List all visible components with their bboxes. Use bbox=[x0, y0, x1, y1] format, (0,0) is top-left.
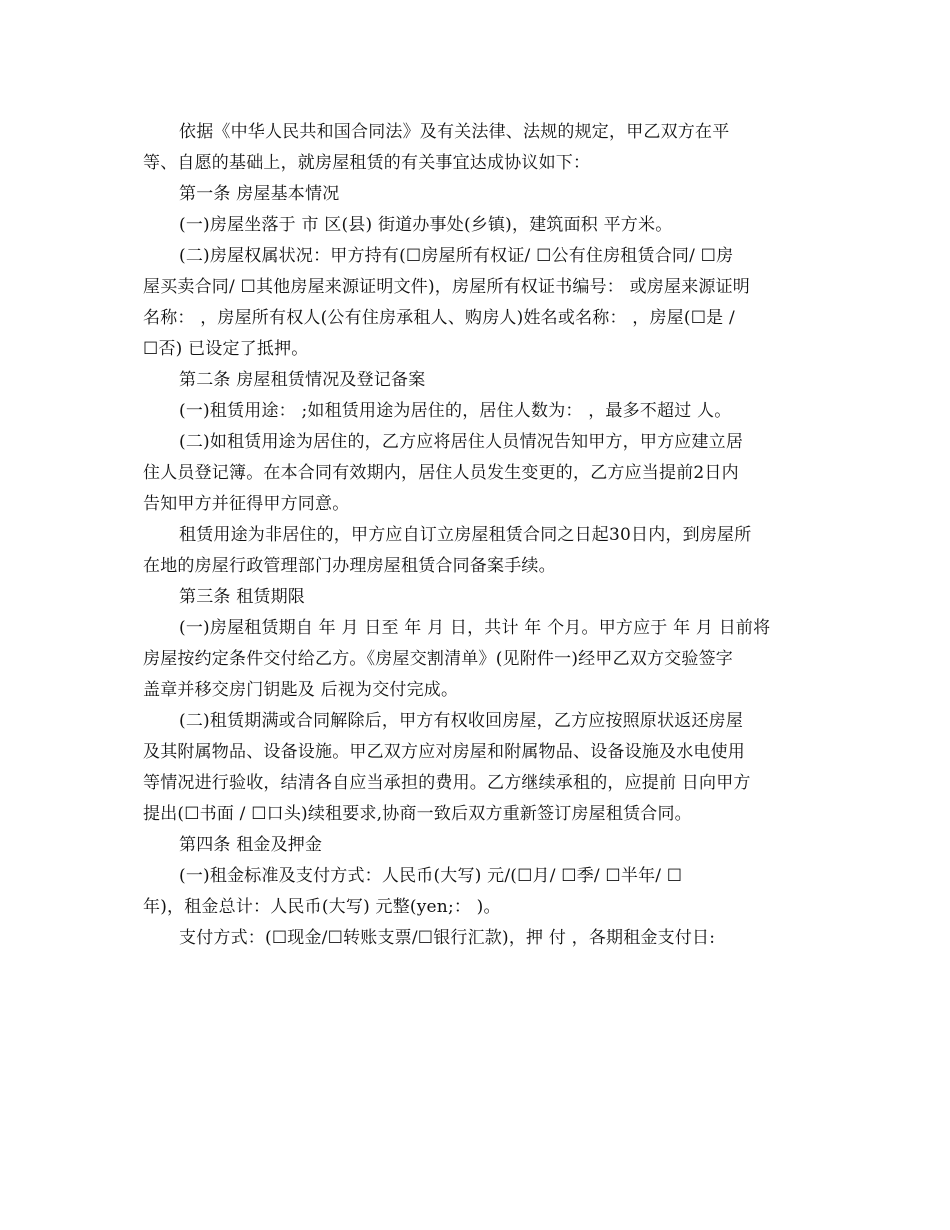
document-body bbox=[143, 117, 815, 954]
paragraph-line: (二)如租赁用途为居住的，乙方应将居住人员情况告知甲方，甲方应建立居 bbox=[179, 432, 744, 452]
paragraph-line: 提出(☐书面 / ☐口头)续租要求,协商一致后双方重新签订房屋租赁合同。 bbox=[143, 804, 692, 824]
paragraph-line: 房屋按约定条件交付给乙方。《房屋交割清单》(见附件一)经甲乙双方交验签字 bbox=[143, 649, 733, 669]
paragraph-line: (一)房屋租赁期自 年 月 日至 年 月 日，共计 年 个月。甲方应于 年 月 日前将 bbox=[179, 618, 771, 638]
paragraph-line: 及其附属物品、设备设施。甲乙双方应对房屋和附属物品、设备设施及水电使用 bbox=[143, 742, 745, 762]
article-heading: 第一条 房屋基本情况 bbox=[179, 184, 340, 204]
paragraph-line: 名称： ，房屋所有权人(公有住房承租人、购房人)姓名或名称： ，房屋(☐是 / bbox=[143, 308, 735, 328]
paragraph-line: (二)房屋权属状况：甲方持有(☐房屋所有权证/ ☐公有住房租赁合同/ ☐房 bbox=[179, 246, 734, 266]
paragraph-line: 年)，租金总计：人民币(大写) 元整(yen;： )。 bbox=[143, 897, 501, 917]
paragraph-line: ☐否) 已设定了抵押。 bbox=[143, 339, 309, 359]
paragraph-line: (一)房屋坐落于 市 区(县) 街道办事处(乡镇)，建筑面积 平方米。 bbox=[179, 215, 673, 235]
paragraph-line: 住人员登记簿。在本合同有效期内，居住人员发生变更的，乙方应当提前2日内 bbox=[143, 463, 739, 483]
paragraph-line: 等情况进行验收，结清各自应当承担的费用。乙方继续承租的，应提前 日向甲方 bbox=[143, 773, 751, 793]
paragraph-line: 盖章并移交房门钥匙及 后视为交付完成。 bbox=[143, 680, 459, 700]
article-heading: 第二条 房屋租赁情况及登记备案 bbox=[179, 370, 426, 390]
paragraph-line: (一)租赁用途： ;如租赁用途为居住的，居住人数为： ，最多不超过 人。 bbox=[179, 401, 732, 421]
paragraph-line: 支付方式：(☐现金/☐转账支票/☐银行汇款)，押 付 ，各期租金支付日: bbox=[179, 928, 716, 948]
paragraph-line: 告知甲方并征得甲方同意。 bbox=[143, 494, 350, 514]
paragraph-line: 等、自愿的基础上，就房屋租赁的有关事宜达成协议如下： bbox=[143, 153, 591, 173]
paragraph-line: 在地的房屋行政管理部门办理房屋租赁合同备案手续。 bbox=[143, 556, 556, 576]
paragraph-line: 屋买卖合同/ ☐其他房屋来源证明文件)，房屋所有权证书编号： 或房屋来源证明 bbox=[143, 277, 751, 297]
paragraph-line: 租赁用途为非居住的，甲方应自订立房屋租赁合同之日起30日内，到房屋所 bbox=[179, 525, 752, 545]
article-heading: 第三条 租赁期限 bbox=[179, 587, 306, 607]
paragraph-line: (一)租金标准及支付方式：人民币(大写) 元/(☐月/ ☐季/ ☐半年/ ☐ bbox=[179, 866, 683, 886]
paragraph-line: (二)租赁期满或合同解除后，甲方有权收回房屋，乙方应按照原状返还房屋 bbox=[179, 711, 744, 731]
article-heading: 第四条 租金及押金 bbox=[179, 835, 323, 855]
paragraph-line: 依据《中华人民共和国合同法》及有关法律、法规的规定，甲乙双方在平 bbox=[179, 122, 730, 142]
